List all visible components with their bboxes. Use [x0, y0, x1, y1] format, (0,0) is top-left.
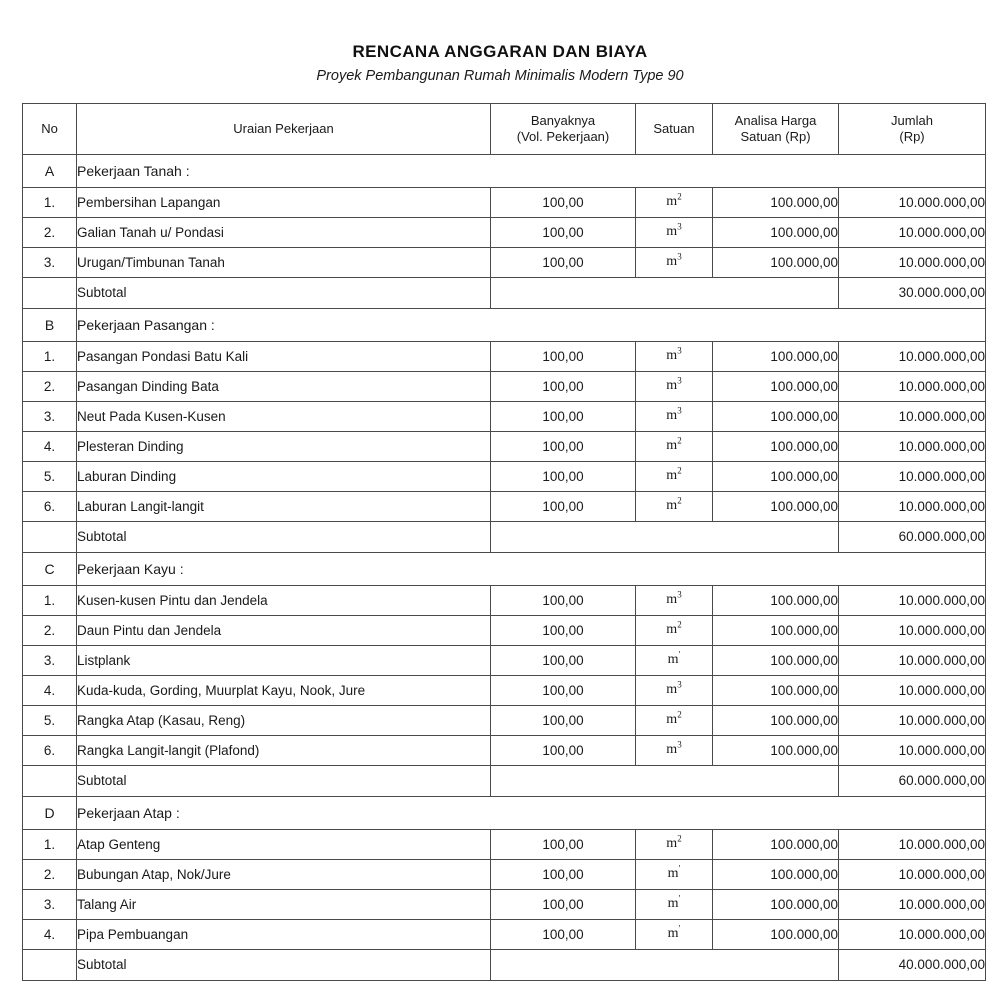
row-unit-symbol: m	[666, 468, 678, 484]
table-row	[23, 187, 986, 217]
column-header-satuan-label: Satuan	[653, 120, 695, 136]
row-description: Neut Pada Kusen-Kusen	[77, 401, 491, 431]
subtotal-row	[23, 949, 986, 980]
section-title: Pekerjaan Kayu :	[77, 552, 986, 585]
table-row	[23, 919, 986, 949]
row-unit-price: 100.000,00	[713, 889, 839, 919]
row-number: 3.	[23, 247, 77, 277]
row-unit	[636, 371, 713, 401]
row-number: 3.	[23, 889, 77, 919]
row-number: 4.	[23, 675, 77, 705]
unit-exponent: 2	[677, 495, 682, 506]
budget-table-wrapper	[22, 103, 985, 981]
row-unit-price: 100.000,00	[713, 371, 839, 401]
row-unit	[636, 461, 713, 491]
row-unit-price: 100.000,00	[713, 585, 839, 615]
row-volume: 100,00	[491, 615, 636, 645]
unit-exponent: 3	[677, 739, 682, 750]
row-volume: 100,00	[491, 675, 636, 705]
row-unit-price: 100.000,00	[713, 859, 839, 889]
table-header	[23, 103, 986, 154]
row-amount: 10.000.000,00	[839, 247, 986, 277]
subtotal-row	[23, 277, 986, 308]
row-unit-price: 100.000,00	[713, 341, 839, 371]
column-header-jumlah	[839, 103, 986, 154]
row-unit-price: 100.000,00	[713, 217, 839, 247]
row-unit-price: 100.000,00	[713, 461, 839, 491]
row-number: 5.	[23, 461, 77, 491]
section-header-row	[23, 552, 986, 585]
table-row	[23, 829, 986, 859]
row-unit	[636, 615, 713, 645]
unit-prime: ′	[678, 863, 681, 874]
unit-exponent: 2	[677, 435, 682, 446]
table-row	[23, 585, 986, 615]
row-number: 3.	[23, 401, 77, 431]
row-unit-price: 100.000,00	[713, 829, 839, 859]
row-volume: 100,00	[491, 585, 636, 615]
row-unit-symbol: m	[666, 836, 678, 852]
row-unit	[636, 919, 713, 949]
row-volume: 100,00	[491, 859, 636, 889]
column-header-banyaknya	[491, 103, 636, 154]
row-volume: 100,00	[491, 491, 636, 521]
row-description: Laburan Langit-langit	[77, 491, 491, 521]
table-header-row	[23, 103, 986, 154]
row-unit	[636, 217, 713, 247]
unit-prime: ′	[678, 893, 681, 904]
row-amount: 10.000.000,00	[839, 401, 986, 431]
subtotal-amount: 40.000.000,00	[839, 949, 986, 980]
row-volume: 100,00	[491, 341, 636, 371]
row-description: Talang Air	[77, 889, 491, 919]
subtotal-spacer	[491, 765, 839, 796]
row-unit-symbol: m	[666, 742, 678, 758]
section-header-row	[23, 308, 986, 341]
table-row	[23, 705, 986, 735]
row-volume: 100,00	[491, 919, 636, 949]
row-description: Pipa Pembuangan	[77, 919, 491, 949]
subtotal-number-cell	[23, 765, 77, 796]
row-number: 1.	[23, 187, 77, 217]
row-amount: 10.000.000,00	[839, 705, 986, 735]
unit-prime: ′	[678, 923, 681, 934]
row-volume: 100,00	[491, 401, 636, 431]
row-unit	[636, 889, 713, 919]
unit-exponent: 3	[677, 251, 682, 262]
table-body	[23, 154, 986, 980]
section-title: Pekerjaan Tanah :	[77, 154, 986, 187]
row-number: 3.	[23, 645, 77, 675]
column-header-no	[23, 103, 77, 154]
table-row	[23, 889, 986, 919]
budget-table	[22, 103, 986, 981]
row-description: Bubungan Atap, Nok/Jure	[77, 859, 491, 889]
unit-exponent: 3	[677, 405, 682, 416]
row-amount: 10.000.000,00	[839, 491, 986, 521]
column-header-analisa	[713, 103, 839, 154]
subtotal-spacer	[491, 949, 839, 980]
row-number: 5.	[23, 705, 77, 735]
subtotal-amount: 60.000.000,00	[839, 765, 986, 796]
row-description: Pembersihan Lapangan	[77, 187, 491, 217]
subtotal-row	[23, 521, 986, 552]
section-title: Pekerjaan Pasangan :	[77, 308, 986, 341]
row-amount: 10.000.000,00	[839, 461, 986, 491]
row-amount: 10.000.000,00	[839, 585, 986, 615]
subtotal-spacer	[491, 521, 839, 552]
column-header-banyaknya-label: Banyaknya	[530, 112, 596, 128]
table-row	[23, 247, 986, 277]
unit-exponent: 2	[677, 619, 682, 630]
subtotal-spacer	[491, 277, 839, 308]
row-amount: 10.000.000,00	[839, 431, 986, 461]
row-volume: 100,00	[491, 217, 636, 247]
row-number: 1.	[23, 585, 77, 615]
row-volume: 100,00	[491, 705, 636, 735]
column-header-no-label: No	[41, 120, 58, 136]
row-unit-symbol: m	[667, 652, 679, 668]
row-number: 4.	[23, 431, 77, 461]
row-number: 1.	[23, 341, 77, 371]
row-unit-price: 100.000,00	[713, 919, 839, 949]
row-number: 2.	[23, 371, 77, 401]
column-header-analisa-label: Analisa Harga	[734, 112, 817, 128]
table-row	[23, 645, 986, 675]
column-header-jumlah-label: Jumlah	[891, 112, 933, 128]
row-unit	[636, 247, 713, 277]
row-number: 2.	[23, 217, 77, 247]
unit-exponent: 3	[677, 679, 682, 690]
row-description: Kusen-kusen Pintu dan Jendela	[77, 585, 491, 615]
row-amount: 10.000.000,00	[839, 829, 986, 859]
table-row	[23, 431, 986, 461]
row-description: Listplank	[77, 645, 491, 675]
column-header-uraian	[77, 103, 491, 154]
row-unit-symbol: m	[667, 896, 679, 912]
table-row	[23, 735, 986, 765]
row-unit-symbol: m	[667, 866, 679, 882]
table-row	[23, 491, 986, 521]
unit-exponent: 2	[677, 833, 682, 844]
unit-exponent: 2	[677, 191, 682, 202]
row-volume: 100,00	[491, 829, 636, 859]
table-row	[23, 859, 986, 889]
row-number: 2.	[23, 615, 77, 645]
row-volume: 100,00	[491, 461, 636, 491]
row-unit-price: 100.000,00	[713, 491, 839, 521]
section-title: Pekerjaan Atap :	[77, 796, 986, 829]
row-volume: 100,00	[491, 645, 636, 675]
table-row	[23, 675, 986, 705]
row-volume: 100,00	[491, 735, 636, 765]
row-unit-symbol: m	[666, 682, 678, 698]
row-amount: 10.000.000,00	[839, 889, 986, 919]
row-unit-price: 100.000,00	[713, 431, 839, 461]
section-letter: D	[23, 796, 77, 829]
unit-exponent: 3	[677, 345, 682, 356]
unit-prime: ′	[678, 649, 681, 660]
row-volume: 100,00	[491, 889, 636, 919]
row-unit-price: 100.000,00	[713, 401, 839, 431]
subtotal-label: Subtotal	[77, 765, 491, 796]
row-volume: 100,00	[491, 247, 636, 277]
column-header-banyaknya-sublabel: (Vol. Pekerjaan)	[516, 128, 610, 144]
row-unit	[636, 187, 713, 217]
table-row	[23, 401, 986, 431]
subtotal-label: Subtotal	[77, 949, 491, 980]
row-unit	[636, 705, 713, 735]
subtotal-number-cell	[23, 521, 77, 552]
column-header-jumlah-sublabel: (Rp)	[899, 128, 925, 144]
section-letter: B	[23, 308, 77, 341]
row-unit-price: 100.000,00	[713, 735, 839, 765]
row-amount: 10.000.000,00	[839, 675, 986, 705]
row-unit-symbol: m	[666, 592, 678, 608]
unit-exponent: 3	[677, 375, 682, 386]
row-unit	[636, 341, 713, 371]
row-amount: 10.000.000,00	[839, 217, 986, 247]
row-unit	[636, 645, 713, 675]
page-title: RENCANA ANGGARAN DAN BIAYA	[352, 42, 648, 61]
row-unit-symbol: m	[666, 438, 678, 454]
subtotal-amount: 60.000.000,00	[839, 521, 986, 552]
table-row	[23, 615, 986, 645]
table-row	[23, 341, 986, 371]
table-row	[23, 461, 986, 491]
row-number: 1.	[23, 829, 77, 859]
row-description: Rangka Atap (Kasau, Reng)	[77, 705, 491, 735]
table-row	[23, 217, 986, 247]
row-description: Daun Pintu dan Jendela	[77, 615, 491, 645]
subtotal-label: Subtotal	[77, 277, 491, 308]
subtotal-amount: 30.000.000,00	[839, 277, 986, 308]
unit-exponent: 2	[677, 465, 682, 476]
row-description: Urugan/Timbunan Tanah	[77, 247, 491, 277]
row-unit-price: 100.000,00	[713, 187, 839, 217]
row-number: 6.	[23, 735, 77, 765]
unit-exponent: 3	[677, 221, 682, 232]
row-volume: 100,00	[491, 431, 636, 461]
row-description: Kuda-kuda, Gording, Muurplat Kayu, Nook, Jure	[77, 675, 491, 705]
row-amount: 10.000.000,00	[839, 645, 986, 675]
row-description: Pasangan Pondasi Batu Kali	[77, 341, 491, 371]
row-unit-symbol: m	[666, 622, 678, 638]
row-amount: 10.000.000,00	[839, 859, 986, 889]
row-unit-symbol: m	[666, 224, 678, 240]
row-unit-price: 100.000,00	[713, 675, 839, 705]
row-unit-price: 100.000,00	[713, 705, 839, 735]
row-number: 6.	[23, 491, 77, 521]
subtotal-number-cell	[23, 277, 77, 308]
row-unit-symbol: m	[667, 926, 679, 942]
row-unit-symbol: m	[666, 378, 678, 394]
row-unit-symbol: m	[666, 408, 678, 424]
row-unit-symbol: m	[666, 712, 678, 728]
row-unit-symbol: m	[666, 194, 678, 210]
section-header-row	[23, 796, 986, 829]
document-header	[0, 0, 1000, 86]
row-amount: 10.000.000,00	[839, 735, 986, 765]
row-description: Galian Tanah u/ Pondasi	[77, 217, 491, 247]
subtotal-row	[23, 765, 986, 796]
unit-exponent: 2	[677, 709, 682, 720]
row-unit-symbol: m	[666, 348, 678, 364]
row-unit	[636, 859, 713, 889]
row-unit-price: 100.000,00	[713, 615, 839, 645]
row-amount: 10.000.000,00	[839, 371, 986, 401]
row-unit	[636, 829, 713, 859]
row-amount: 10.000.000,00	[839, 341, 986, 371]
row-volume: 100,00	[491, 187, 636, 217]
row-description: Atap Genteng	[77, 829, 491, 859]
row-volume: 100,00	[491, 371, 636, 401]
row-unit	[636, 735, 713, 765]
subtotal-number-cell	[23, 949, 77, 980]
row-unit	[636, 491, 713, 521]
row-description: Laburan Dinding	[77, 461, 491, 491]
table-row	[23, 371, 986, 401]
row-unit-price: 100.000,00	[713, 247, 839, 277]
row-amount: 10.000.000,00	[839, 187, 986, 217]
row-amount: 10.000.000,00	[839, 615, 986, 645]
row-unit-symbol: m	[666, 254, 678, 270]
row-description: Pasangan Dinding Bata	[77, 371, 491, 401]
unit-exponent: 3	[677, 589, 682, 600]
column-header-analisa-sublabel: Satuan (Rp)	[740, 128, 811, 144]
section-letter: A	[23, 154, 77, 187]
row-unit	[636, 431, 713, 461]
column-header-uraian-label: Uraian Pekerjaan	[233, 120, 334, 136]
row-unit	[636, 585, 713, 615]
subtotal-label: Subtotal	[77, 521, 491, 552]
row-number: 2.	[23, 859, 77, 889]
row-description: Rangka Langit-langit (Plafond)	[77, 735, 491, 765]
row-description: Plesteran Dinding	[77, 431, 491, 461]
row-unit	[636, 401, 713, 431]
row-unit	[636, 675, 713, 705]
section-header-row	[23, 154, 986, 187]
row-unit-symbol: m	[666, 498, 678, 514]
page-subtitle: Proyek Pembangunan Rumah Minimalis Modern Type 90	[316, 68, 684, 85]
row-unit-price: 100.000,00	[713, 645, 839, 675]
row-number: 4.	[23, 919, 77, 949]
row-amount: 10.000.000,00	[839, 919, 986, 949]
column-header-satuan	[636, 103, 713, 154]
section-letter: C	[23, 552, 77, 585]
